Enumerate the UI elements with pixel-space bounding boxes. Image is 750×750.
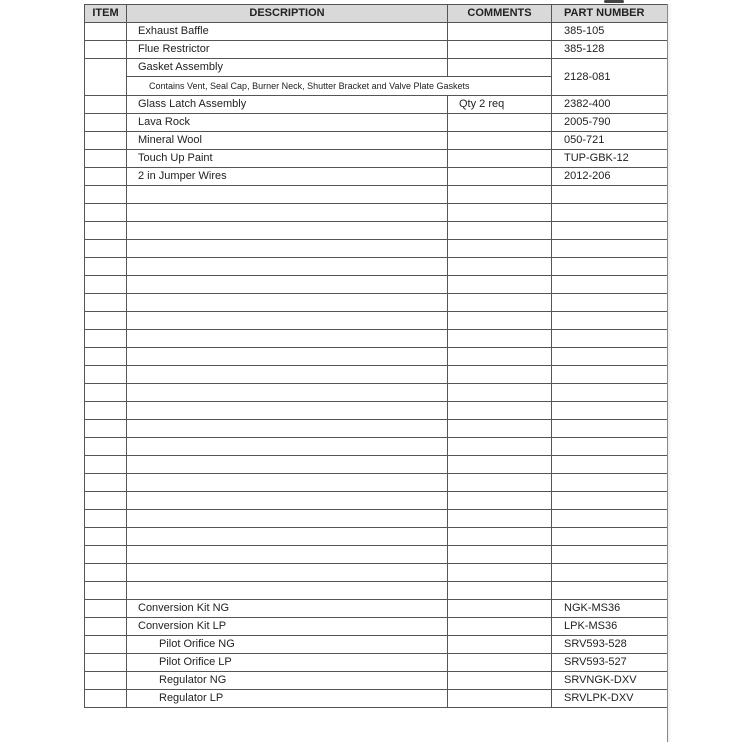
comments-cell [448, 168, 552, 186]
blank-cell [127, 348, 448, 366]
comments-cell: Qty 2 req [448, 96, 552, 114]
blank-cell [448, 312, 552, 330]
blank-cell [127, 366, 448, 384]
page-edge-mark [604, 0, 624, 3]
blank-cell [127, 582, 448, 600]
blank-cell [448, 384, 552, 402]
blank-cell [448, 330, 552, 348]
part-number-cell: 385-128 [552, 41, 668, 59]
item-cell [85, 654, 127, 672]
blank-cell [552, 222, 668, 240]
part-number-cell: SRV593-528 [552, 636, 668, 654]
comments-cell [448, 636, 552, 654]
comments-cell [448, 654, 552, 672]
blank-row [85, 456, 668, 474]
blank-row [85, 420, 668, 438]
blank-cell [85, 330, 127, 348]
part-number-cell: NGK-MS36 [552, 600, 668, 618]
blank-cell [85, 312, 127, 330]
blank-cell [552, 204, 668, 222]
table-row [85, 23, 668, 41]
blank-cell [127, 186, 448, 204]
description-cell: Exhaust Baffle [127, 23, 448, 41]
blank-cell [552, 258, 668, 276]
blank-row [85, 330, 668, 348]
blank-row [85, 294, 668, 312]
blank-cell [85, 186, 127, 204]
table-row [85, 672, 668, 690]
blank-cell [448, 294, 552, 312]
blank-cell [127, 276, 448, 294]
blank-cell [127, 240, 448, 258]
description-cell: Regulator LP [127, 690, 448, 708]
blank-cell [85, 222, 127, 240]
blank-cell [85, 564, 127, 582]
description-cell: Conversion Kit NG [127, 600, 448, 618]
blank-cell [448, 546, 552, 564]
item-cell [85, 41, 127, 59]
item-cell [85, 23, 127, 41]
blank-cell [85, 438, 127, 456]
blank-cell [448, 438, 552, 456]
description-cell: Pilot Orifice LP [127, 654, 448, 672]
blank-cell [127, 510, 448, 528]
blank-row [85, 402, 668, 420]
table-row [85, 96, 668, 114]
blank-row [85, 510, 668, 528]
blank-row [85, 528, 668, 546]
blank-row [85, 222, 668, 240]
blank-cell [552, 546, 668, 564]
table-row [85, 150, 668, 168]
blank-cell [552, 456, 668, 474]
blank-cell [85, 240, 127, 258]
blank-row [85, 582, 668, 600]
item-cell [85, 168, 127, 186]
blank-cell [448, 222, 552, 240]
parts-list-sheet [84, 4, 667, 742]
blank-cell [85, 348, 127, 366]
header-item: ITEM [85, 5, 127, 23]
blank-rows [85, 186, 668, 600]
blank-cell [85, 546, 127, 564]
blank-row [85, 492, 668, 510]
parts-table [84, 4, 668, 708]
blank-cell [127, 492, 448, 510]
part-number-cell: SRVNGK-DXV [552, 672, 668, 690]
blank-cell [448, 564, 552, 582]
blank-row [85, 474, 668, 492]
table-row [85, 600, 668, 618]
comments-cell [448, 59, 552, 77]
blank-cell [448, 456, 552, 474]
part-number-cell: SRV593-527 [552, 654, 668, 672]
header-description: DESCRIPTION [127, 5, 448, 23]
blank-cell [127, 402, 448, 420]
part-number-cell: SRVLPK-DXV [552, 690, 668, 708]
blank-cell [85, 528, 127, 546]
comments-cell [448, 690, 552, 708]
table-row [85, 59, 668, 77]
item-cell [85, 132, 127, 150]
blank-cell [552, 348, 668, 366]
blank-cell [448, 420, 552, 438]
blank-row [85, 546, 668, 564]
blank-cell [127, 528, 448, 546]
comments-cell [448, 618, 552, 636]
blank-cell [552, 186, 668, 204]
blank-cell [85, 474, 127, 492]
blank-cell [85, 420, 127, 438]
item-cell [85, 618, 127, 636]
part-number-cell: 2382-400 [552, 96, 668, 114]
table-row [85, 690, 668, 708]
blank-cell [85, 366, 127, 384]
blank-cell [127, 564, 448, 582]
blank-cell [552, 330, 668, 348]
comments-cell [448, 132, 552, 150]
description-cell: 2 in Jumper Wires [127, 168, 448, 186]
blank-row [85, 438, 668, 456]
table-row [85, 636, 668, 654]
blank-cell [552, 492, 668, 510]
description-cell: Conversion Kit LP [127, 618, 448, 636]
gasket-contents-note: Contains Vent, Seal Cap, Burner Neck, Shutter Bracket and Valve Plate Gaskets [127, 77, 552, 96]
blank-cell [552, 240, 668, 258]
blank-row [85, 240, 668, 258]
blank-cell [552, 402, 668, 420]
blank-row [85, 348, 668, 366]
blank-cell [448, 366, 552, 384]
blank-cell [552, 582, 668, 600]
blank-cell [127, 258, 448, 276]
blank-cell [127, 456, 448, 474]
blank-cell [552, 312, 668, 330]
blank-cell [448, 402, 552, 420]
blank-cell [127, 222, 448, 240]
header-comments: COMMENTS [448, 5, 552, 23]
part-number-cell: 2012-206 [552, 168, 668, 186]
blank-cell [85, 492, 127, 510]
blank-cell [448, 258, 552, 276]
description-cell: Gasket Assembly [127, 59, 448, 77]
blank-cell [85, 456, 127, 474]
blank-cell [552, 528, 668, 546]
description-cell: Flue Restrictor [127, 41, 448, 59]
blank-row [85, 384, 668, 402]
header-row [85, 5, 668, 23]
item-cell [85, 690, 127, 708]
table-row [85, 654, 668, 672]
item-cell [85, 600, 127, 618]
part-number-cell: 385-105 [552, 23, 668, 41]
blank-cell [448, 276, 552, 294]
item-cell [85, 150, 127, 168]
comments-cell [448, 114, 552, 132]
item-cell [85, 114, 127, 132]
blank-cell [448, 474, 552, 492]
blank-cell [85, 402, 127, 420]
header-part-number: PART NUMBER [552, 5, 668, 23]
blank-cell [85, 276, 127, 294]
item-cell [85, 672, 127, 690]
blank-cell [85, 204, 127, 222]
blank-cell [448, 528, 552, 546]
blank-cell [552, 384, 668, 402]
blank-cell [552, 438, 668, 456]
blank-cell [127, 384, 448, 402]
blank-row [85, 564, 668, 582]
part-number-cell: LPK-MS36 [552, 618, 668, 636]
description-cell: Lava Rock [127, 114, 448, 132]
table-row [85, 114, 668, 132]
blank-cell [448, 348, 552, 366]
comments-cell [448, 23, 552, 41]
blank-row [85, 366, 668, 384]
description-cell: Glass Latch Assembly [127, 96, 448, 114]
part-number-cell: 050-721 [552, 132, 668, 150]
item-cell [85, 59, 127, 96]
blank-cell [552, 420, 668, 438]
blank-cell [127, 438, 448, 456]
blank-row [85, 186, 668, 204]
blank-cell [127, 474, 448, 492]
table-row [85, 132, 668, 150]
blank-cell [552, 474, 668, 492]
blank-cell [448, 510, 552, 528]
blank-cell [448, 186, 552, 204]
blank-row [85, 276, 668, 294]
item-cell [85, 96, 127, 114]
comments-cell [448, 41, 552, 59]
blank-cell [85, 258, 127, 276]
part-number-cell: 2005-790 [552, 114, 668, 132]
blank-cell [552, 510, 668, 528]
blank-cell [85, 294, 127, 312]
comments-cell [448, 672, 552, 690]
blank-cell [127, 420, 448, 438]
table-row [85, 168, 668, 186]
blank-cell [448, 240, 552, 258]
page-right-edge [667, 4, 672, 742]
blank-cell [448, 204, 552, 222]
blank-cell [552, 564, 668, 582]
table-row [85, 41, 668, 59]
blank-cell [85, 384, 127, 402]
description-cell: Touch Up Paint [127, 150, 448, 168]
blank-cell [552, 366, 668, 384]
blank-cell [552, 276, 668, 294]
blank-row [85, 204, 668, 222]
blank-cell [127, 546, 448, 564]
blank-cell [552, 294, 668, 312]
blank-cell [127, 294, 448, 312]
blank-cell [127, 312, 448, 330]
comments-cell [448, 150, 552, 168]
blank-cell [85, 510, 127, 528]
item-cell [85, 636, 127, 654]
blank-cell [448, 492, 552, 510]
description-cell: Mineral Wool [127, 132, 448, 150]
description-cell: Pilot Orifice NG [127, 636, 448, 654]
comments-cell [448, 600, 552, 618]
description-cell: Regulator NG [127, 672, 448, 690]
blank-cell [448, 582, 552, 600]
blank-cell [127, 204, 448, 222]
blank-row [85, 312, 668, 330]
table-row [85, 618, 668, 636]
part-number-cell: TUP-GBK-12 [552, 150, 668, 168]
blank-cell [127, 330, 448, 348]
blank-cell [85, 582, 127, 600]
blank-row [85, 258, 668, 276]
part-number-cell: 2128-081 [552, 59, 668, 96]
